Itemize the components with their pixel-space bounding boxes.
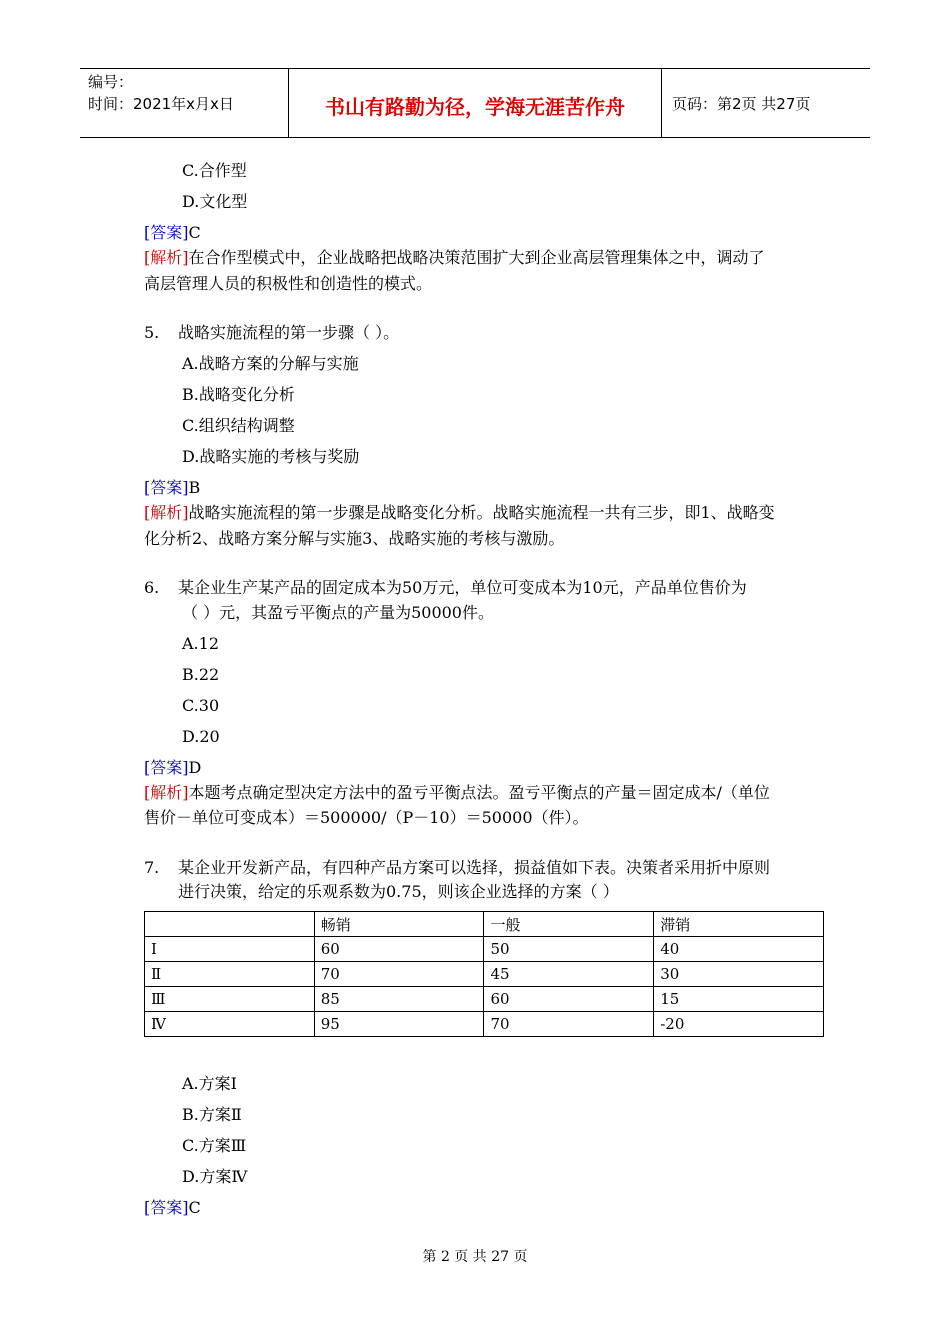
q6-option-c: C.30 [182, 696, 220, 715]
page-footer: 第 2 页 共 27 页 [422, 1249, 528, 1265]
table-cell: -20 [654, 1012, 824, 1037]
table-cell: 15 [654, 987, 824, 1012]
q7-option-d: D.方案Ⅳ [182, 1167, 248, 1186]
header-page-label: 页码：第2页 共27页 [672, 94, 811, 113]
analysis-text: 在合作型模式中，企业战略把战略决策范围扩大到企业高层管理集体之中，调动了 [188, 248, 765, 267]
q6-stem-line-1: 某企业生产某产品的固定成本为50万元，单位可变成本为10元，产品单位售价为 [178, 578, 747, 597]
table-row [145, 937, 824, 962]
table-header-row [145, 912, 824, 937]
q5-number: 5. [144, 323, 160, 342]
q6-answer [144, 756, 201, 780]
table-header-cell [145, 912, 315, 937]
q7-answer [144, 1196, 201, 1220]
answer-tag: [答案] [144, 223, 189, 242]
table-cell: 95 [314, 1012, 484, 1037]
table-cell: 85 [314, 987, 484, 1012]
header-meta [80, 69, 289, 137]
header-motto: 书山有路勤为径，学海无涯苦作舟 [289, 69, 662, 137]
table-header-cell: 畅销 [314, 912, 484, 937]
q6-option-a: A.12 [182, 634, 219, 653]
q5-option-a: A.战略方案的分解与实施 [182, 354, 359, 373]
answer-tag: [答案] [144, 478, 189, 497]
table-cell: 50 [484, 937, 654, 962]
table-cell: Ⅰ [145, 937, 315, 962]
q4-answer [144, 221, 201, 245]
table-cell: 60 [484, 987, 654, 1012]
q6-option-b: B.22 [182, 665, 220, 684]
q5-option-d: D.战略实施的考核与奖励 [182, 447, 360, 466]
table-cell: Ⅳ [145, 1012, 315, 1037]
q7-stem-line-2: 进行决策，给定的乐观系数为0.75，则该企业选择的方案（ ） [178, 882, 619, 901]
answer-value: D [188, 758, 202, 777]
table-header-cell: 一般 [484, 912, 654, 937]
analysis-text: 战略实施流程的第一步骤是战略变化分析。战略实施流程一共有三步，即1、战略变 [188, 503, 775, 522]
q5-option-b: B.战略变化分析 [182, 385, 295, 404]
table-row [145, 962, 824, 987]
q7-stem-line-1: 某企业开发新产品，有四种产品方案可以选择，损益值如下表。决策者采用折中原则 [178, 858, 771, 877]
table-cell: 60 [314, 937, 484, 962]
q7-option-c: C.方案Ⅲ [182, 1136, 247, 1155]
analysis-tag: [解析] [144, 503, 189, 522]
table-cell: Ⅲ [145, 987, 315, 1012]
table-row [145, 1012, 824, 1037]
answer-tag: [答案] [144, 1198, 189, 1217]
q6-stem-line-2: （ ）元，其盈亏平衡点的产量为50000件。 [182, 603, 494, 622]
q4-analysis-line-1 [144, 246, 765, 270]
table-header-cell: 滞销 [654, 912, 824, 937]
q7-option-a: A.方案Ⅰ [182, 1074, 237, 1093]
q7-option-b: B.方案Ⅱ [182, 1105, 242, 1124]
table-cell: 30 [654, 962, 824, 987]
table-cell: Ⅱ [145, 962, 315, 987]
table-cell: 45 [484, 962, 654, 987]
analysis-text: 本题考点确定型决定方法中的盈亏平衡点法。盈亏平衡点的产量＝固定成本/（单位 [188, 783, 770, 802]
q4-analysis-line-2: 高层管理人员的积极性和创造性的模式。 [144, 274, 433, 293]
table-cell: 70 [314, 962, 484, 987]
document-time-label: 时间：2021年x月x日 [88, 95, 234, 113]
answer-value: C [188, 223, 201, 242]
q4-option-c: C.合作型 [182, 161, 247, 180]
analysis-tag: [解析] [144, 248, 189, 267]
answer-value: B [188, 478, 201, 497]
q4-option-d: D.文化型 [182, 192, 248, 211]
q5-option-c: C.组织结构调整 [182, 416, 295, 435]
answer-tag: [答案] [144, 758, 189, 777]
table-cell: 40 [654, 937, 824, 962]
q7-number: 7. [144, 858, 160, 877]
analysis-tag: [解析] [144, 783, 189, 802]
document-number-label: 编号： [88, 73, 134, 91]
q5-analysis-line-1 [144, 501, 775, 525]
q5-answer [144, 476, 200, 500]
table-cell: 70 [484, 1012, 654, 1037]
payoff-table [144, 911, 824, 1037]
answer-value: C [188, 1198, 201, 1217]
q5-analysis-line-2: 化分析2、战略方案分解与实施3、战略实施的考核与激励。 [144, 529, 565, 548]
q5-stem: 战略实施流程的第一步骤（ ）。 [178, 323, 400, 342]
q6-analysis-line-2: 售价－单位可变成本）＝500000/（P－10）＝50000（件）。 [144, 808, 589, 827]
page-header [80, 68, 870, 138]
q6-number: 6. [144, 578, 160, 597]
table-row [145, 987, 824, 1012]
q6-analysis-line-1 [144, 781, 770, 805]
q6-option-d: D.20 [182, 727, 220, 746]
